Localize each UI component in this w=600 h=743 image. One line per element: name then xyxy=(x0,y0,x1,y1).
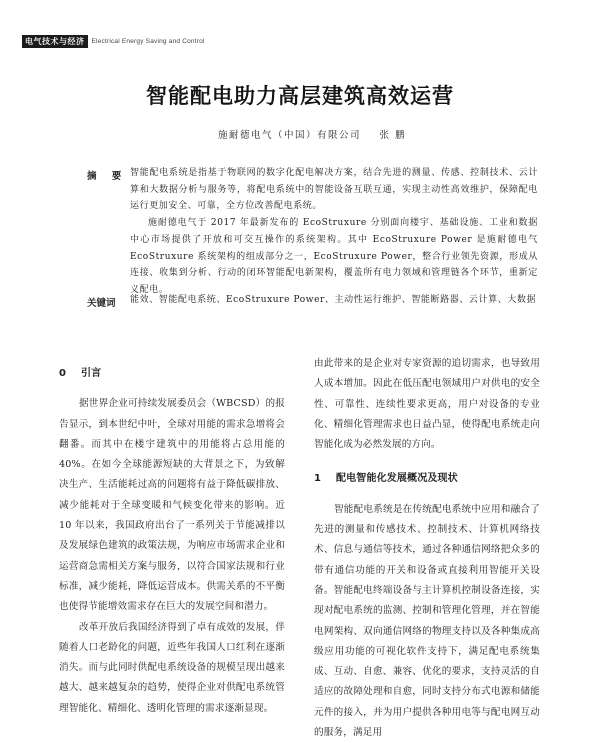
author-affiliation: 施耐德电气（中国）有限公司 xyxy=(218,130,362,141)
body-paragraph: 改革开放后我国经济得到了卓有成效的发展，伴随着人口老龄化的问题，近些年我国人口红利在逐渐消失。而与此同时供配电系统设备的规模呈现出越来越大、越来越复杂的趋势，使得企业对供配电系统管理智能化、精细化、透明化管理的需求逐渐显现。 xyxy=(59,621,285,714)
abstract-label: 摘 要 xyxy=(87,171,128,182)
section-heading xyxy=(314,469,540,489)
abstract-body xyxy=(130,165,538,299)
body-paragraph: 由此带来的是企业对专家资源的追切需求，也导致用人成本增加。因此在低压配电领域用户对供电的安全性、可靠性、连续性要求更高，用户对设备的专业化、精细化管理需求也日益凸显，使得配电系统走向智能化成为必然发展的方向。 xyxy=(314,358,540,451)
right-column xyxy=(314,354,540,743)
abstract-paragraph: 智能配电系统是指基于物联网的数字化配电解决方案，结合先进的测量、传感、控制技术、云计算和大数据分析与服务等，将配电系统中的智能设备互联互通，实现主动性高效维护，保障配电运行更加安全、可靠，全方位改善配电系统。 xyxy=(130,168,538,212)
abstract-paragraph: 施耐德电气于 2017 年最新发布的 EcoStruxure 分别面向楼宇、基础设施、工业和数据中心市场提供了开放和可交互操作的系统架构。其中 EcoStruxure Power 是施耐德电气 EcoStruxure 系统架构的组成部分之一，EcoStruxure Power，整合行业领先资源，形成从连接、收集到分析、行动的闭环智能配电新架构，覆盖所有电力领域和管理链各个环节，重新定义配电。 xyxy=(130,218,538,295)
section-number: 1 xyxy=(314,473,322,485)
paper-title: 智能配电助力高层建筑高效运营 xyxy=(146,84,454,108)
keywords-label: 关键词 xyxy=(87,298,116,309)
author-line xyxy=(218,127,420,141)
left-column xyxy=(59,354,285,719)
section-number: 0 xyxy=(59,368,67,379)
body-paragraph: 据世界企业可持续发展委员会（WBCSD）的报告显示，到本世纪中叶，全球对用能的需求急增将会翻番。而其中在楼宇建筑中的用能将占总用能的 40%。在如今全球能源短缺的大背景之下，为致解决生产、生活能耗过高的问题将有益于降低碳排放、减少能耗对于全球变暖和气候变化带来的影响。近 10 年以来，我国政府出台了一系列关于节能减排以及发展绿色建筑的政策法规，为响应市场需求企业和运营商急需相关方案与服务，以符合国家法规和行业标准，减少能耗，降低运营成本。供需关系的不平衡也使得节能增效需求存在巨大的发展空间和潜力。 xyxy=(59,398,285,613)
section-title: 配电智能化发展概况及现状 xyxy=(336,473,458,485)
section-heading xyxy=(59,364,285,384)
keywords-body xyxy=(130,292,538,309)
section-title: 引言 xyxy=(81,368,102,379)
body-paragraph: 智能配电系统是在传统配电系统中应用和融合了先进的测量和传感技术、控制技术、计算机网络技术、信息与通信等技术，通过各种通信网络把众多的带有通信功能的开关和设备或直接利用智能开关设备。智能配电终端设备与主计算机控制设备连接，实现对配电系统的监测、控制和管理化管理，并在智能电网架构、双向通信网络的物理支持以及各种集成高级应用功能的可视化软件支持下，满足配电系统集成、互动、自愈、兼容、优化的要求，支持灵活的自适应的故障处理和自愈，同时支持分布式电源和储能元件的接入，并为用户提供各种用电等与配电网互动的服务，满足用 xyxy=(314,503,540,739)
author-name: 张 鹏 xyxy=(379,130,407,141)
journal-header xyxy=(22,35,205,48)
keywords-text: 能效、智能配电系统、EcoStruxure Power、主动性运行维护、智能断路器、云计算、大数据 xyxy=(130,295,537,305)
journal-name-en: Electrical Energy Saving and Control xyxy=(91,38,205,45)
journal-name-cn: 电气技术与经济 xyxy=(22,35,88,48)
